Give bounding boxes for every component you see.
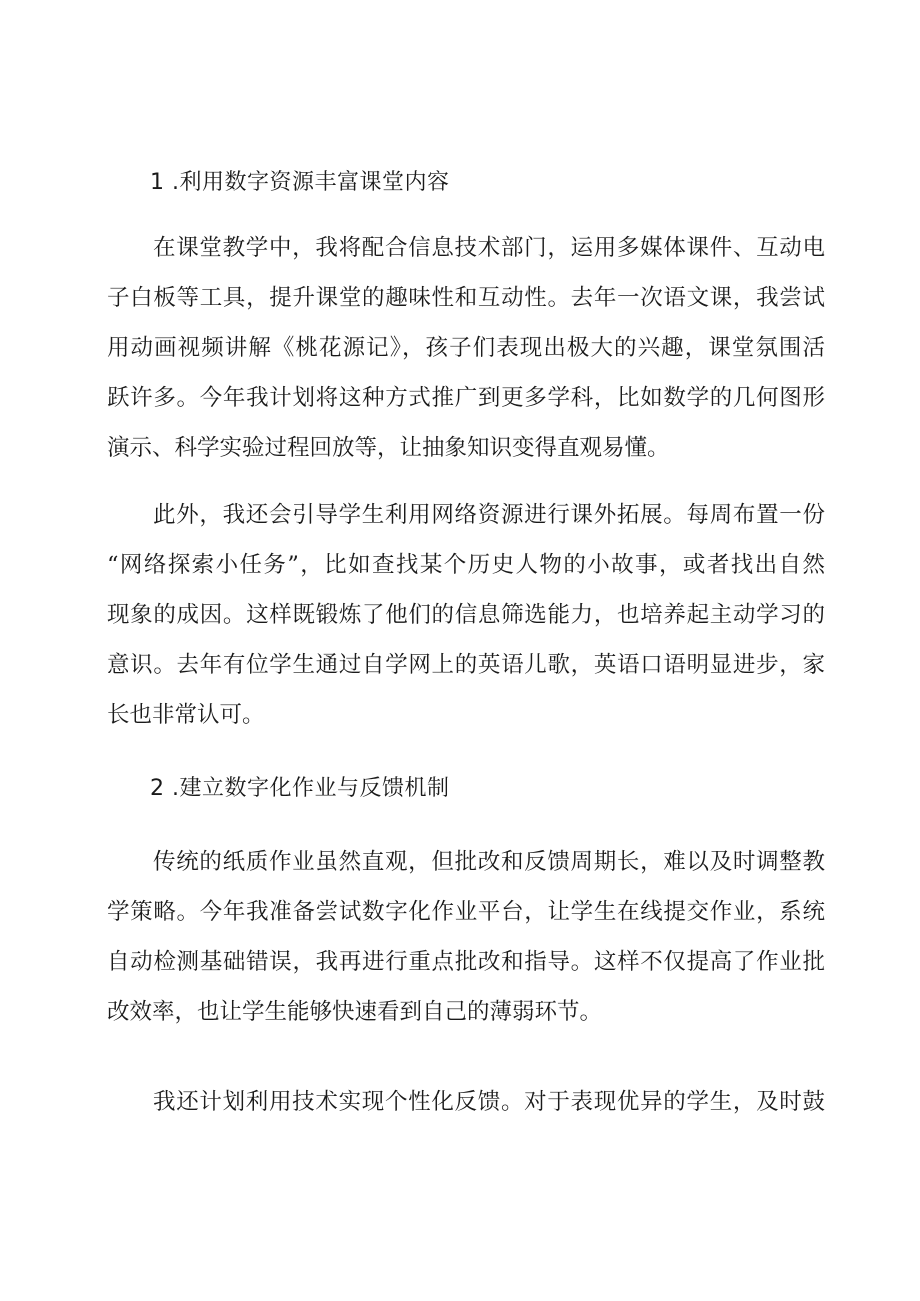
- paragraph-line: 自动检测基础错误，我再进行重点批改和指导。这样不仅提高了作业批: [107, 949, 825, 975]
- paragraph-line: “网络探索小任务”，比如查找某个历史人物的小故事，或者找出自然: [107, 552, 825, 578]
- section-2-paragraph-1: [107, 837, 825, 1037]
- paragraph-line: 此外，我还会引导学生利用网络资源进行课外拓展。每周布置一份: [153, 502, 825, 528]
- paragraph-line: 用动画视频讲解《桃花源记》，孩子们表现出极大的兴趣，课堂氛围活: [107, 335, 825, 361]
- section-2-heading: 2 .建立数字化作业与反馈机制: [150, 776, 450, 801]
- paragraph-line: 意识。去年有位学生通过自学网上的英语儿歌，英语口语明显进步，家: [107, 652, 825, 678]
- section-1-paragraph-1: [107, 223, 825, 473]
- paragraph-line: 在课堂教学中，我将配合信息技术部门，运用多媒体课件、互动电: [153, 235, 825, 261]
- paragraph-line: 子白板等工具，提升课堂的趣味性和互动性。去年一次语文课，我尝试: [107, 285, 825, 311]
- section-2-paragraph-2: [107, 1077, 825, 1127]
- section-1-paragraph-2: [107, 490, 825, 740]
- section-1-heading: 1 .利用数字资源丰富课堂内容: [150, 170, 450, 195]
- paragraph-line: 传统的纸质作业虽然直观，但批改和反馈周期长，难以及时调整教: [153, 849, 825, 875]
- paragraph-line: 跃许多。今年我计划将这种方式推广到更多学科，比如数学的几何图形: [107, 385, 825, 411]
- paragraph-line: 改效率，也让学生能够快速看到自己的薄弱环节。: [107, 999, 603, 1025]
- paragraph-line: 我还计划利用技术实现个性化反馈。对于表现优异的学生，及时鼓: [153, 1089, 825, 1115]
- paragraph-line: 长也非常认可。: [107, 702, 265, 728]
- paragraph-line: 学策略。今年我准备尝试数字化作业平台，让学生在线提交作业，系统: [107, 899, 825, 925]
- paragraph-line: 现象的成因。这样既锻炼了他们的信息筛选能力，也培养起主动学习的: [107, 602, 825, 628]
- paragraph-line: 演示、科学实验过程回放等，让抽象知识变得直观易懂。: [107, 435, 670, 461]
